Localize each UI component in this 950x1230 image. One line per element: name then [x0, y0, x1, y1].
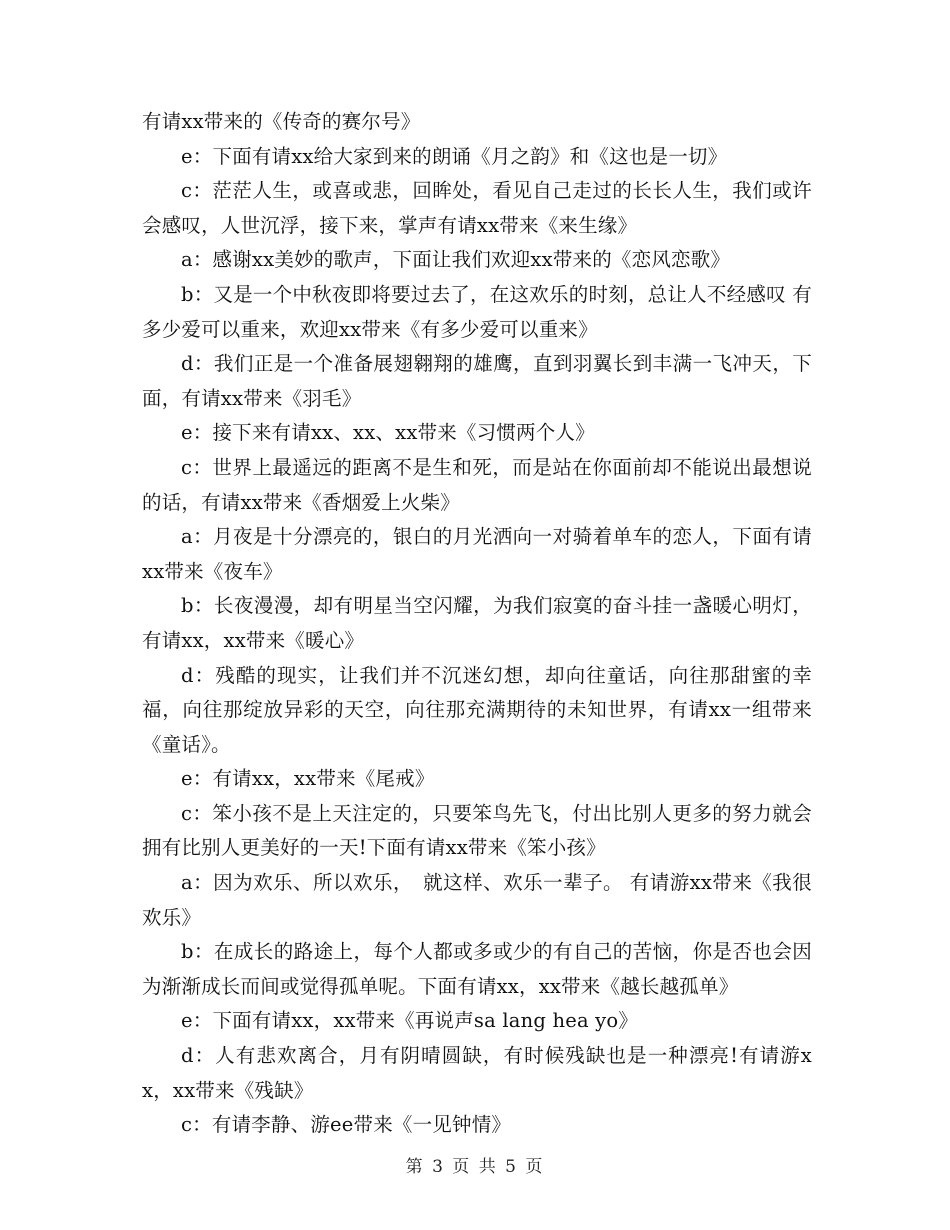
paragraph: b：长夜漫漫，却有明星当空闪耀，为我们寂寞的奋斗挂一盏暖心明灯，有请xx，xx带来《暖心》	[142, 594, 812, 652]
paragraph: e：下面有请xx给大家到来的朗诵《月之韵》和《这也是一切》	[181, 144, 728, 168]
page-number-footer: 第 3 页 共 5 页	[405, 1157, 545, 1177]
paragraph: d：我们正是一个准备展翅翱翔的雄鹰，直到羽翼长到丰满一飞冲天，下面，有请xx带来《羽毛》	[142, 352, 812, 410]
paragraph: e：有请xx，xx带来《尾戒》	[181, 767, 435, 791]
paragraph: a：月夜是十分漂亮的，银白的月光洒向一对骑着单车的恋人，下面有请xx带来《夜车》	[142, 525, 812, 583]
document-body	[142, 105, 812, 1143]
paragraph: d：人有悲欢离合，月有阴晴圆缺，有时候残缺也是一种漂亮!有请游xx，xx带来《残缺》	[142, 1044, 812, 1102]
paragraph: b：又是一个中秋夜即将要过去了，在这欢乐的时刻，总让人不经感叹 有多少爱可以重来，欢迎xx带来《有多少爱可以重来》	[142, 282, 812, 341]
paragraph: b：在成长的路途上，每个人都或多或少的有自己的苦恼，你是否也会因为渐渐成长而间或觉得孤单呢。下面有请xx，xx带来《越长越孤单》	[142, 940, 812, 998]
paragraph: c：茫茫人生，或喜或悲，回眸处，看见自己走过的长长人生，我们或许会感叹，人世沉浮，接下来，掌声有请xx带来《来生缘》	[142, 179, 812, 237]
paragraph: c：笨小孩不是上天注定的，只要笨鸟先飞，付出比别人更多的努力就会拥有比别人更美好的一天!下面有请xx带来《笨小孩》	[142, 801, 812, 860]
paragraph: 有请xx带来的《传奇的赛尔号》	[142, 110, 421, 133]
paragraph: e：接下来有请xx、xx、xx带来《习惯两个人》	[181, 421, 595, 445]
paragraph: d：残酷的现实，让我们并不沉迷幻想，却向往童话，向往那甜蜜的幸福，向往那绽放异彩的天空，向往那充满期待的未知世界，有请xx一组带来《童话》。	[142, 663, 812, 756]
paragraph: a：感谢xx美妙的歌声，下面让我们欢迎xx带来的《恋风恋歌》	[181, 248, 731, 272]
paragraph: e：下面有请xx，xx带来《再说声sa lang hea yo》	[181, 1009, 639, 1033]
paragraph: c：有请李静、游ee带来《一见钟情》	[181, 1113, 512, 1137]
paragraph: a：因为欢乐、所以欢乐， 就这样、欢乐一辈子。 有请游xx带来《我很欢乐》	[142, 871, 812, 929]
paragraph: c：世界上最遥远的距离不是生和死，而是站在你面前却不能说出最想说的话，有请xx带来《香烟爱上火柴》	[142, 455, 812, 514]
